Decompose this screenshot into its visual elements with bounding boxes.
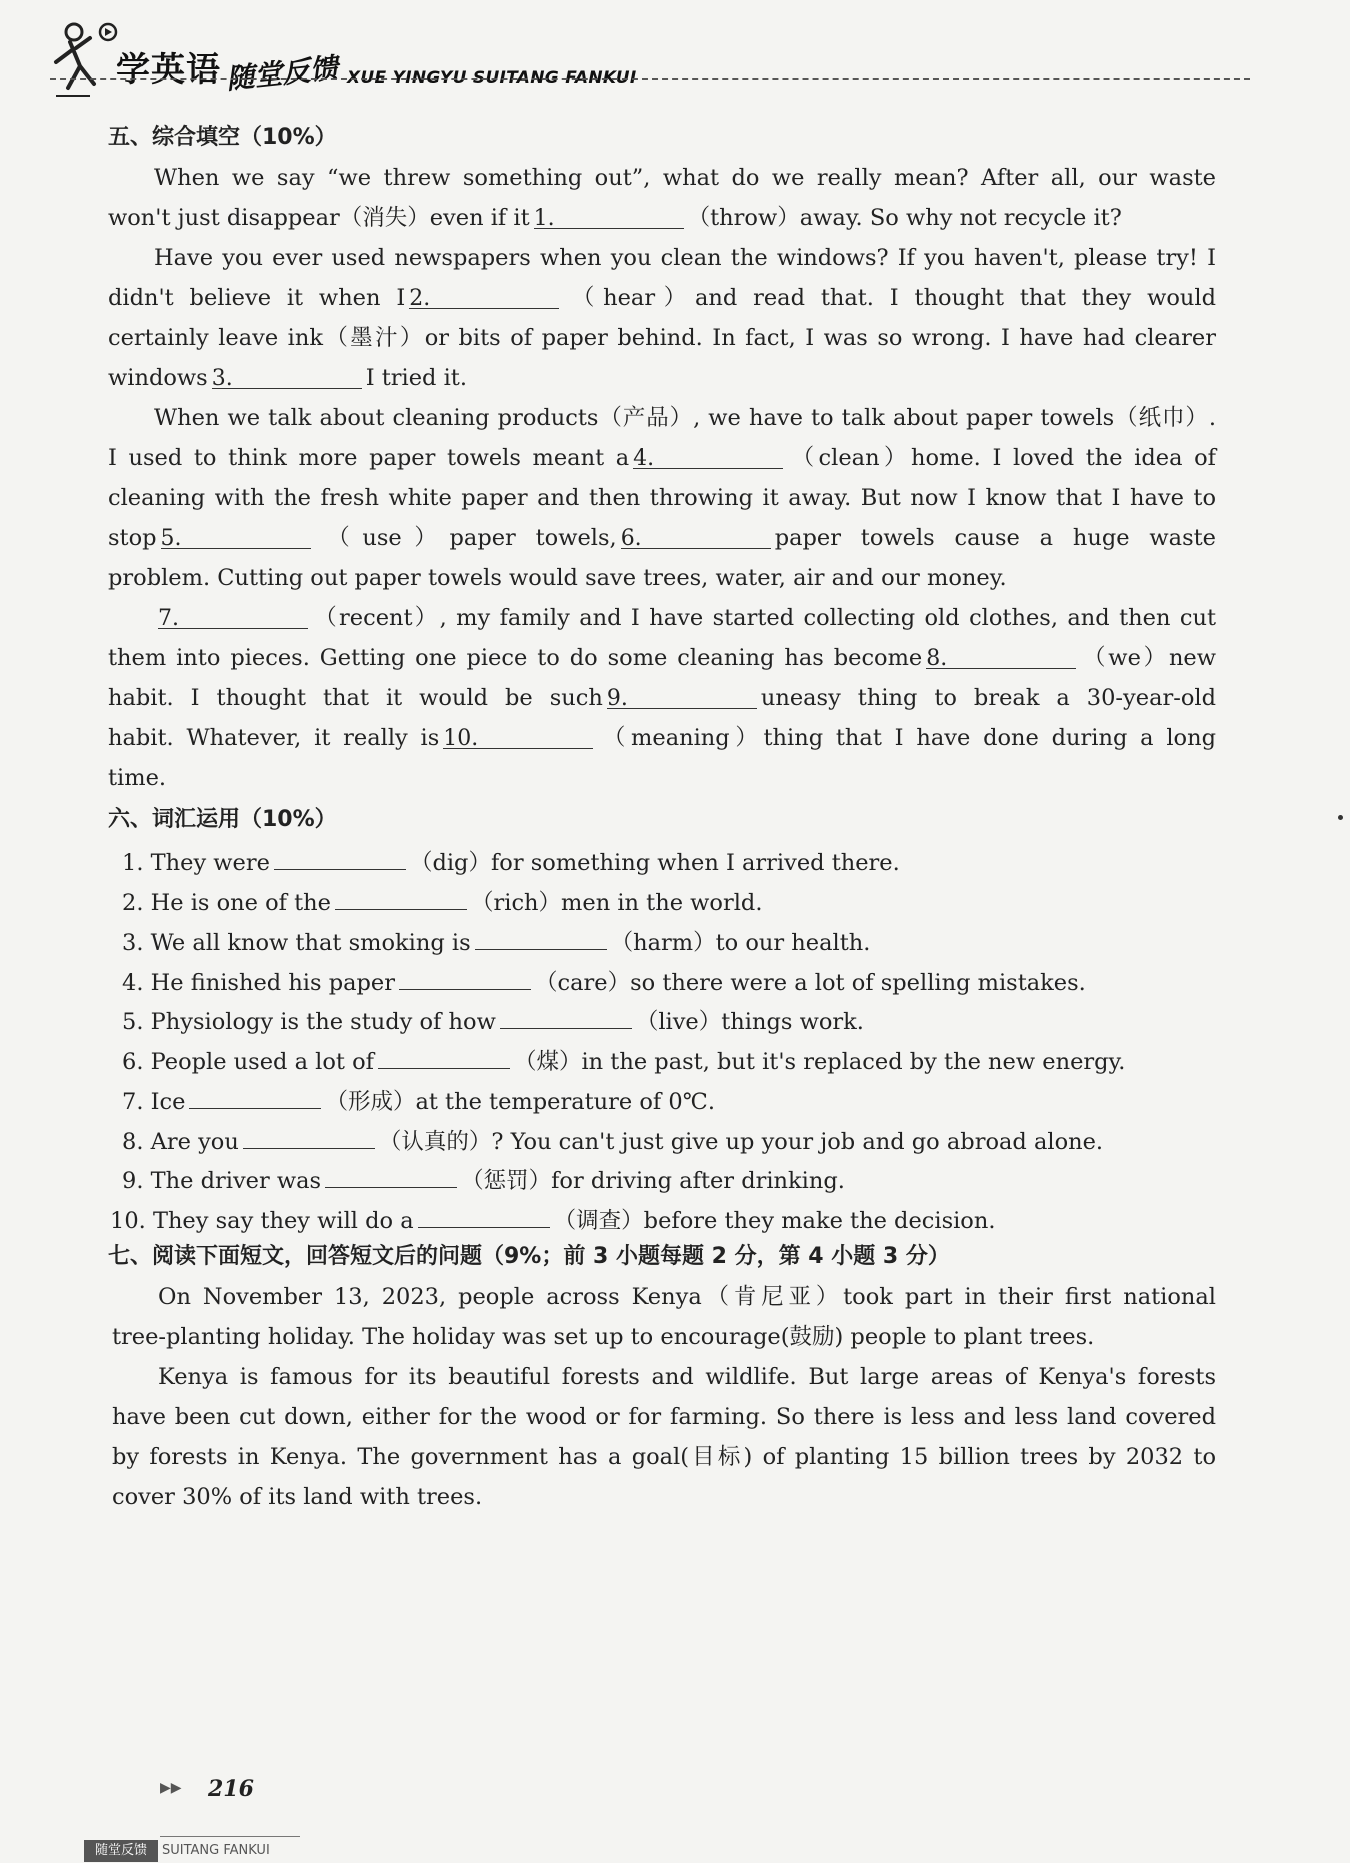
text-segment: （harm）to our health.	[610, 929, 871, 956]
answer-blank[interactable]	[533, 202, 684, 232]
text-segment: （care）so there were a lot of spelling mistakes.	[535, 969, 1086, 996]
text-segment: On November 13, 2023, people across Kenya（肯尼亚）took part in their first national	[158, 1283, 1216, 1310]
text-segment: （clean）home. I loved the idea of	[787, 444, 1216, 471]
answer-blank[interactable]	[500, 1002, 632, 1029]
text-segment: paper towels cause a huge waste	[774, 524, 1216, 551]
exercise-item	[122, 1161, 1216, 1197]
text-segment: cover 30% of its land with trees.	[112, 1483, 483, 1510]
exercise-item	[122, 1082, 1216, 1118]
answer-blank[interactable]	[399, 963, 531, 990]
exercise-item	[122, 883, 1216, 919]
blank-number: 10.	[443, 725, 479, 751]
item-number: 4.	[122, 969, 151, 996]
exercise-item	[122, 843, 1216, 879]
text-segment: windows	[108, 365, 208, 392]
paragraph-line	[112, 1441, 1216, 1473]
text-segment: cleaning with the fresh white paper and then throwing it away. But now I know that I have to	[108, 484, 1216, 511]
text-segment: （调查）before they make the decision.	[553, 1208, 996, 1235]
exercise-item	[122, 923, 1216, 959]
paragraph-line	[108, 682, 1216, 714]
paragraph-line	[158, 1281, 1216, 1313]
brand-subtitle: 随堂反馈	[224, 51, 340, 96]
text-segment: （认真的）? You can't just give up your job and go abroad alone.	[378, 1128, 1104, 1155]
answer-blank[interactable]	[633, 442, 783, 469]
paragraph-line	[154, 162, 1216, 194]
text-segment: They were	[150, 850, 270, 877]
text-segment: （dig）for something when I arrived there.	[409, 850, 900, 877]
text-segment: uneasy thing to break a 30-year-old	[760, 684, 1216, 711]
text-segment: Are you	[150, 1128, 239, 1155]
blank-number: 4.	[633, 445, 655, 471]
answer-blank[interactable]	[621, 522, 771, 549]
item-number: 7.	[122, 1088, 151, 1115]
text-segment: won't just disappear（消失）even if it	[108, 205, 530, 232]
item-number: 6.	[122, 1049, 151, 1076]
exercise-item	[110, 1201, 1216, 1237]
item-number: 9.	[122, 1168, 151, 1195]
text-segment: （use）paper towels,	[314, 524, 617, 551]
paragraph-line	[158, 1361, 1216, 1393]
text-segment: （煤）in the past, but it's replaced by the new energy.	[513, 1049, 1126, 1076]
text-segment: He finished his paper	[150, 969, 395, 996]
answer-blank[interactable]	[409, 282, 559, 312]
brand-pinyin: XUE YINGYU SUITANG FANKUI	[347, 68, 637, 88]
blank-number: 9.	[606, 685, 628, 711]
answer-blank[interactable]	[243, 1122, 375, 1149]
text-segment: Ice	[150, 1088, 186, 1115]
text-segment: （meaning）thing that I have done during a long	[597, 724, 1216, 751]
text-segment: certainly leave ink（墨汁）or bits of paper behind. In fact, I was so wrong. I have had clearer	[108, 325, 1216, 352]
runner-logo-icon	[50, 18, 120, 113]
paragraph-line	[108, 362, 467, 394]
answer-blank[interactable]	[161, 522, 311, 549]
text-segment: They say they will do a	[152, 1208, 414, 1235]
text-segment: When we talk about cleaning products（产品）, we have to talk about paper towels（纸巾）.	[154, 405, 1216, 432]
blank-number: 2.	[409, 286, 431, 312]
paragraph-line	[108, 762, 166, 794]
blank-number: 3.	[211, 366, 233, 392]
text-segment: The driver was	[150, 1168, 322, 1195]
section-6-title	[108, 804, 337, 836]
text-segment: Have you ever used newspapers when you clean the windows? If you haven't, please try! I	[154, 245, 1216, 272]
brand-title: 学英语	[116, 50, 221, 90]
text-segment: habit. Whatever, it really is	[108, 724, 440, 751]
header-divider	[50, 78, 1250, 80]
text-segment: I used to think more paper towels meant a	[108, 444, 630, 471]
blank-number: 5.	[160, 525, 182, 551]
text-segment: （惩罚）for driving after drinking.	[461, 1168, 845, 1195]
paragraph-line	[108, 202, 1122, 234]
blank-number: 6.	[620, 525, 642, 551]
text-segment: by forests in Kenya. The government has a goal(目标) of planting 15 billion trees by 2032 to	[112, 1443, 1216, 1470]
paragraph-line	[108, 482, 1216, 514]
answer-blank[interactable]	[443, 722, 593, 749]
answer-blank[interactable]	[335, 883, 467, 910]
blank-number: 7.	[158, 605, 179, 631]
item-number: 1.	[122, 850, 151, 877]
text-segment: Kenya is famous for its beautiful forests and wildlife. But large areas of Kenya's forests	[158, 1363, 1216, 1390]
paragraph-line	[108, 642, 1216, 674]
section-5-title	[108, 122, 337, 154]
paragraph-line	[154, 242, 1216, 274]
text-segment: I tried it.	[365, 365, 467, 392]
section-title: 五、综合填空（10%）	[108, 125, 337, 150]
answer-blank[interactable]	[378, 1042, 510, 1069]
answer-blank[interactable]	[607, 682, 757, 709]
footer-divider	[160, 1836, 300, 1837]
blank-number: 8.	[926, 645, 948, 671]
text-segment: didn't believe it when I	[108, 285, 406, 312]
answer-blank[interactable]	[325, 1161, 457, 1188]
text-segment: He is one of the	[150, 890, 331, 917]
answer-blank[interactable]	[418, 1201, 550, 1228]
text-segment: （live）things work.	[635, 1009, 864, 1036]
item-number: 10.	[110, 1208, 153, 1235]
answer-blank[interactable]	[189, 1082, 321, 1109]
section-title: 六、词汇运用（10%）	[108, 806, 337, 832]
exercise-item	[122, 1042, 1216, 1078]
text-segment: When we say “we threw something out”, what do we really mean? After all, our waste	[154, 165, 1216, 192]
margin-mark	[1338, 815, 1343, 820]
item-number: 5.	[122, 1009, 151, 1036]
paragraph-line	[108, 562, 1007, 594]
paragraph-line	[108, 522, 1216, 554]
text-segment: （we）new	[1080, 644, 1217, 671]
answer-blank[interactable]	[926, 642, 1076, 669]
text-segment: （形成）at the temperature of 0℃.	[325, 1088, 716, 1115]
exercise-item	[122, 1122, 1216, 1158]
text-segment: habit. I thought that it would be such	[108, 684, 603, 711]
text-segment: （hear）and read that. I thought that they would	[563, 285, 1216, 312]
paragraph-line	[154, 602, 1216, 634]
footer-subtitle: SUITANG FANKUI	[162, 1843, 270, 1858]
text-segment: them into pieces. Getting one piece to do some cleaning has become	[108, 644, 923, 671]
blank-number: 1.	[533, 206, 555, 232]
item-number: 8.	[122, 1128, 151, 1155]
text-segment: （throw）away. So why not recycle it?	[687, 205, 1122, 232]
text-segment: People used a lot of	[150, 1049, 374, 1076]
page-header	[50, 18, 1310, 113]
answer-blank[interactable]	[475, 923, 607, 950]
item-number: 2.	[122, 890, 151, 917]
exercise-item	[122, 963, 1216, 999]
text-segment: have been cut down, either for the wood or for farming. So there is less and less land covered	[112, 1403, 1216, 1430]
text-segment: tree-planting holiday. The holiday was set up to encourage(鼓励) people to plant trees.	[112, 1323, 1095, 1350]
text-segment: time.	[108, 764, 167, 791]
footer-tag: 随堂反馈	[84, 1840, 158, 1862]
text-segment: problem. Cutting out paper towels would save trees, water, air and our money.	[108, 564, 1007, 591]
section-7-title	[108, 1241, 950, 1273]
paragraph-line	[112, 1401, 1216, 1433]
paragraph-line	[108, 282, 1216, 314]
paragraph-line	[112, 1481, 1216, 1513]
answer-blank[interactable]	[158, 602, 308, 629]
text-segment: （recent）, my family and I have started collecting old clothes, and then cut	[312, 604, 1216, 631]
paragraph-line	[154, 402, 1216, 434]
item-number: 3.	[122, 929, 151, 956]
text-segment: We all know that smoking is	[150, 929, 471, 956]
section-title: 七、阅读下面短文，回答短文后的问题（9%；前 3 小题每题 2 分，第 4 小题 3 分）	[108, 1243, 950, 1269]
answer-blank[interactable]	[274, 843, 406, 870]
page-arrow-icon: ▶▶	[160, 1780, 182, 1796]
paragraph-line	[108, 442, 1216, 474]
text-segment: （rich）men in the world.	[471, 890, 763, 917]
exercise-item	[122, 1002, 1216, 1038]
text-segment: Physiology is the study of how	[150, 1009, 496, 1036]
page-number: 216	[208, 1776, 254, 1802]
answer-blank[interactable]	[211, 362, 362, 392]
paragraph-line	[108, 322, 1216, 354]
text-segment: stop	[108, 524, 157, 551]
paragraph-line	[108, 722, 1216, 754]
paragraph-line	[112, 1321, 1216, 1353]
